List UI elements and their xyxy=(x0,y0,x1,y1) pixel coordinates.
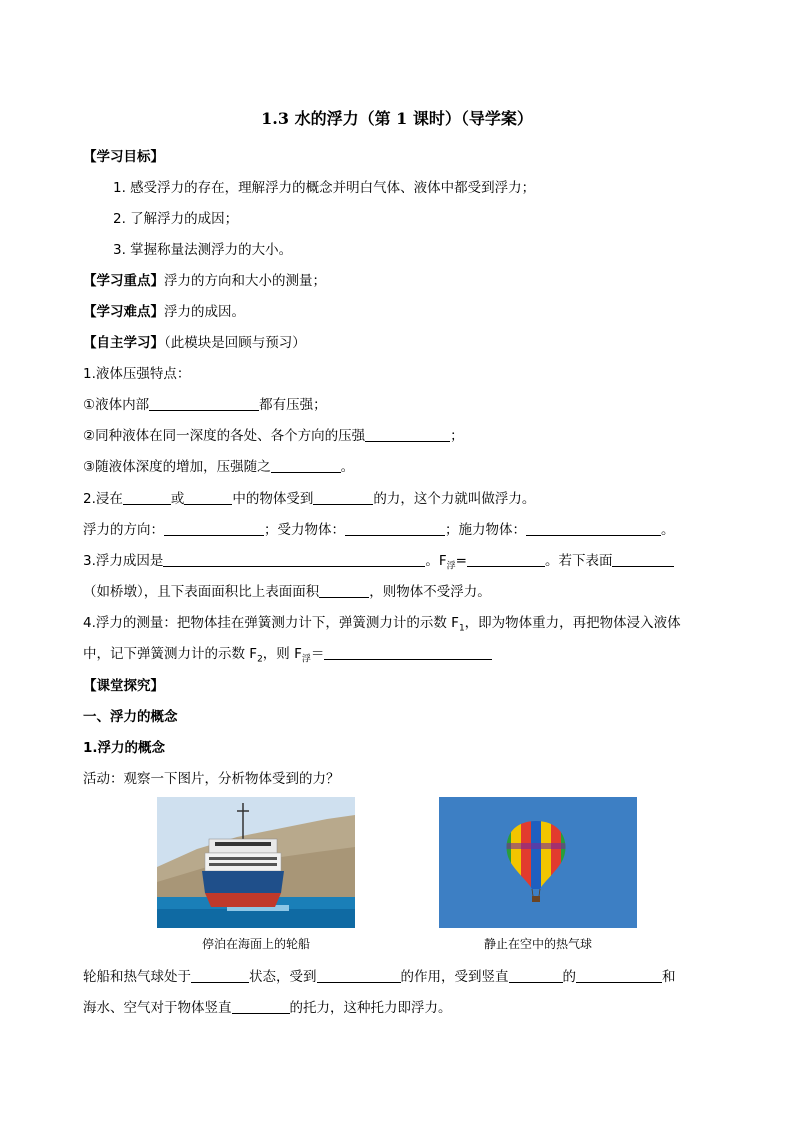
q4-text-1: 4.浮力的测量：把物体挂在弹簧测力计下，弹簧测力计的示数 F xyxy=(83,615,459,631)
ship-photo xyxy=(157,797,355,928)
ship-illustration xyxy=(157,797,355,928)
explore-text-2: 状态，受到 xyxy=(249,969,317,985)
goal-item-2: 2. 了解浮力的成因； xyxy=(113,211,239,227)
q1-item-2 xyxy=(83,427,464,445)
page-title: 1.3 水的浮力（第 1 课时）（导学案） xyxy=(261,109,533,128)
q1-item-2-text: ②同种液体在同一深度的各处、各个方向的压强 xyxy=(83,428,366,444)
ship-caption: 停泊在海面上的轮船 xyxy=(201,937,310,951)
key-label: 【学习重点】 xyxy=(83,273,164,289)
goal-item-3: 3. 掌握称量法测浮力的大小。 xyxy=(113,242,293,258)
explore-sentence-1 xyxy=(83,968,676,986)
self-study-note: （此模块是回顾与预习） xyxy=(164,335,306,351)
goal-item-1: 1. 感受浮力的存在，理解浮力的概念并明白气体、液体中都受到浮力； xyxy=(113,180,536,196)
answer-blank[interactable] xyxy=(612,552,674,567)
q2-text-2: 或 xyxy=(170,491,185,507)
answer-blank[interactable] xyxy=(509,968,563,983)
explore-text-5: 和 xyxy=(662,969,676,985)
q3-equals: = xyxy=(455,553,467,569)
explore-heading: 【课堂探究】 xyxy=(83,678,164,694)
q2-text-4: 的力，这个力就叫做浮力。 xyxy=(373,491,536,507)
subsection-heading: 1.浮力的概念 xyxy=(83,740,166,756)
q1-item-3-end: 。 xyxy=(340,459,355,475)
answer-blank[interactable] xyxy=(317,968,401,983)
answer-blank[interactable] xyxy=(163,552,425,567)
explore-text-3: 的作用，受到竖直 xyxy=(400,969,509,985)
difficulty-text: 浮力的成因。 xyxy=(164,304,245,320)
balloon-caption: 静止在空中的热气球 xyxy=(483,937,592,951)
explore-text-1: 轮船和热气球处于 xyxy=(83,969,191,985)
answer-blank[interactable] xyxy=(576,968,662,983)
section-heading: 一、浮力的概念 xyxy=(83,709,178,725)
answer-blank[interactable] xyxy=(271,458,341,473)
answer-blank[interactable] xyxy=(313,490,373,505)
answer-blank[interactable] xyxy=(324,645,492,660)
activity-prompt: 活动：观察一下图片，分析物体受到的力？ xyxy=(83,771,340,787)
answer-blank[interactable] xyxy=(345,521,445,536)
q3-text-4: （如桥墩），且下表面面积比上表面面积 xyxy=(83,584,320,600)
q3-text-1: 3.浮力成因是 xyxy=(83,553,164,569)
q2-text-1: 2.浸在 xyxy=(83,491,123,507)
answer-blank[interactable] xyxy=(319,583,369,598)
q2-direction-label: 浮力的方向： xyxy=(83,522,164,538)
q4-subscript-1: 1 xyxy=(458,623,465,634)
q4-line-1 xyxy=(83,614,681,638)
q1-item-3 xyxy=(83,458,354,476)
answer-blank[interactable] xyxy=(164,521,264,536)
q3-line-1 xyxy=(83,552,674,576)
explore-text-7: 的托力，这种托力即浮力。 xyxy=(289,1000,452,1016)
answer-blank[interactable] xyxy=(149,396,259,411)
answer-blank[interactable] xyxy=(184,490,232,505)
q2-receiver-label: ；受力物体： xyxy=(264,522,345,538)
q4-text-2: ，即为物体重力，再把物体浸入液体 xyxy=(464,615,681,631)
q1-item-2-end: ； xyxy=(450,428,464,444)
q1-item-3-text: ③随液体深度的增加，压强随之 xyxy=(83,459,271,475)
q3-text-3: 。若下表面 xyxy=(544,553,613,569)
q4-subscript-3: 浮 xyxy=(301,654,311,665)
answer-blank[interactable] xyxy=(526,521,661,536)
self-study-heading xyxy=(83,334,306,352)
q4-text-4: ，则 F xyxy=(262,646,302,662)
q4-line-2 xyxy=(83,645,492,669)
explore-text-4: 的 xyxy=(562,969,576,985)
q4-text-5: ＝ xyxy=(310,646,325,662)
q2-line xyxy=(83,490,535,508)
q3-line-2 xyxy=(83,583,491,601)
q1-item-1-end: 都有压强； xyxy=(259,397,327,413)
difficulty-point xyxy=(83,303,245,321)
q4-subscript-2: 2 xyxy=(257,654,263,665)
answer-blank[interactable] xyxy=(191,968,249,983)
q3-subscript: 浮 xyxy=(446,561,456,572)
explore-text-6: 海水、空气对于物体竖直 xyxy=(83,1000,232,1016)
self-study-label: 【自主学习】 xyxy=(83,335,164,351)
hot-air-balloon-illustration xyxy=(439,797,637,928)
answer-blank[interactable] xyxy=(232,999,290,1014)
q2-exerter-label: ；施力物体： xyxy=(445,522,526,538)
q3-text-2: 。F xyxy=(425,553,447,569)
explore-sentence-2 xyxy=(83,999,452,1017)
balloon-photo xyxy=(439,797,637,928)
q2-direction-line xyxy=(83,521,675,539)
q2-end: 。 xyxy=(661,522,675,538)
q3-text-5: ，则物体不受浮力。 xyxy=(369,584,491,600)
answer-blank[interactable] xyxy=(467,552,545,567)
q1-item-1 xyxy=(83,396,327,414)
q2-text-3: 中的物体受到 xyxy=(232,491,314,507)
goals-heading: 【学习目标】 xyxy=(83,149,164,165)
key-text: 浮力的方向和大小的测量； xyxy=(164,273,326,289)
q1-title: 1.液体压强特点： xyxy=(83,366,191,382)
q1-item-1-text: ①液体内部 xyxy=(83,397,150,413)
answer-blank[interactable] xyxy=(123,490,171,505)
difficulty-label: 【学习难点】 xyxy=(83,304,164,320)
q4-text-3: 中，记下弹簧测力计的示数 F xyxy=(83,646,258,662)
key-point xyxy=(83,272,326,290)
answer-blank[interactable] xyxy=(365,427,450,442)
